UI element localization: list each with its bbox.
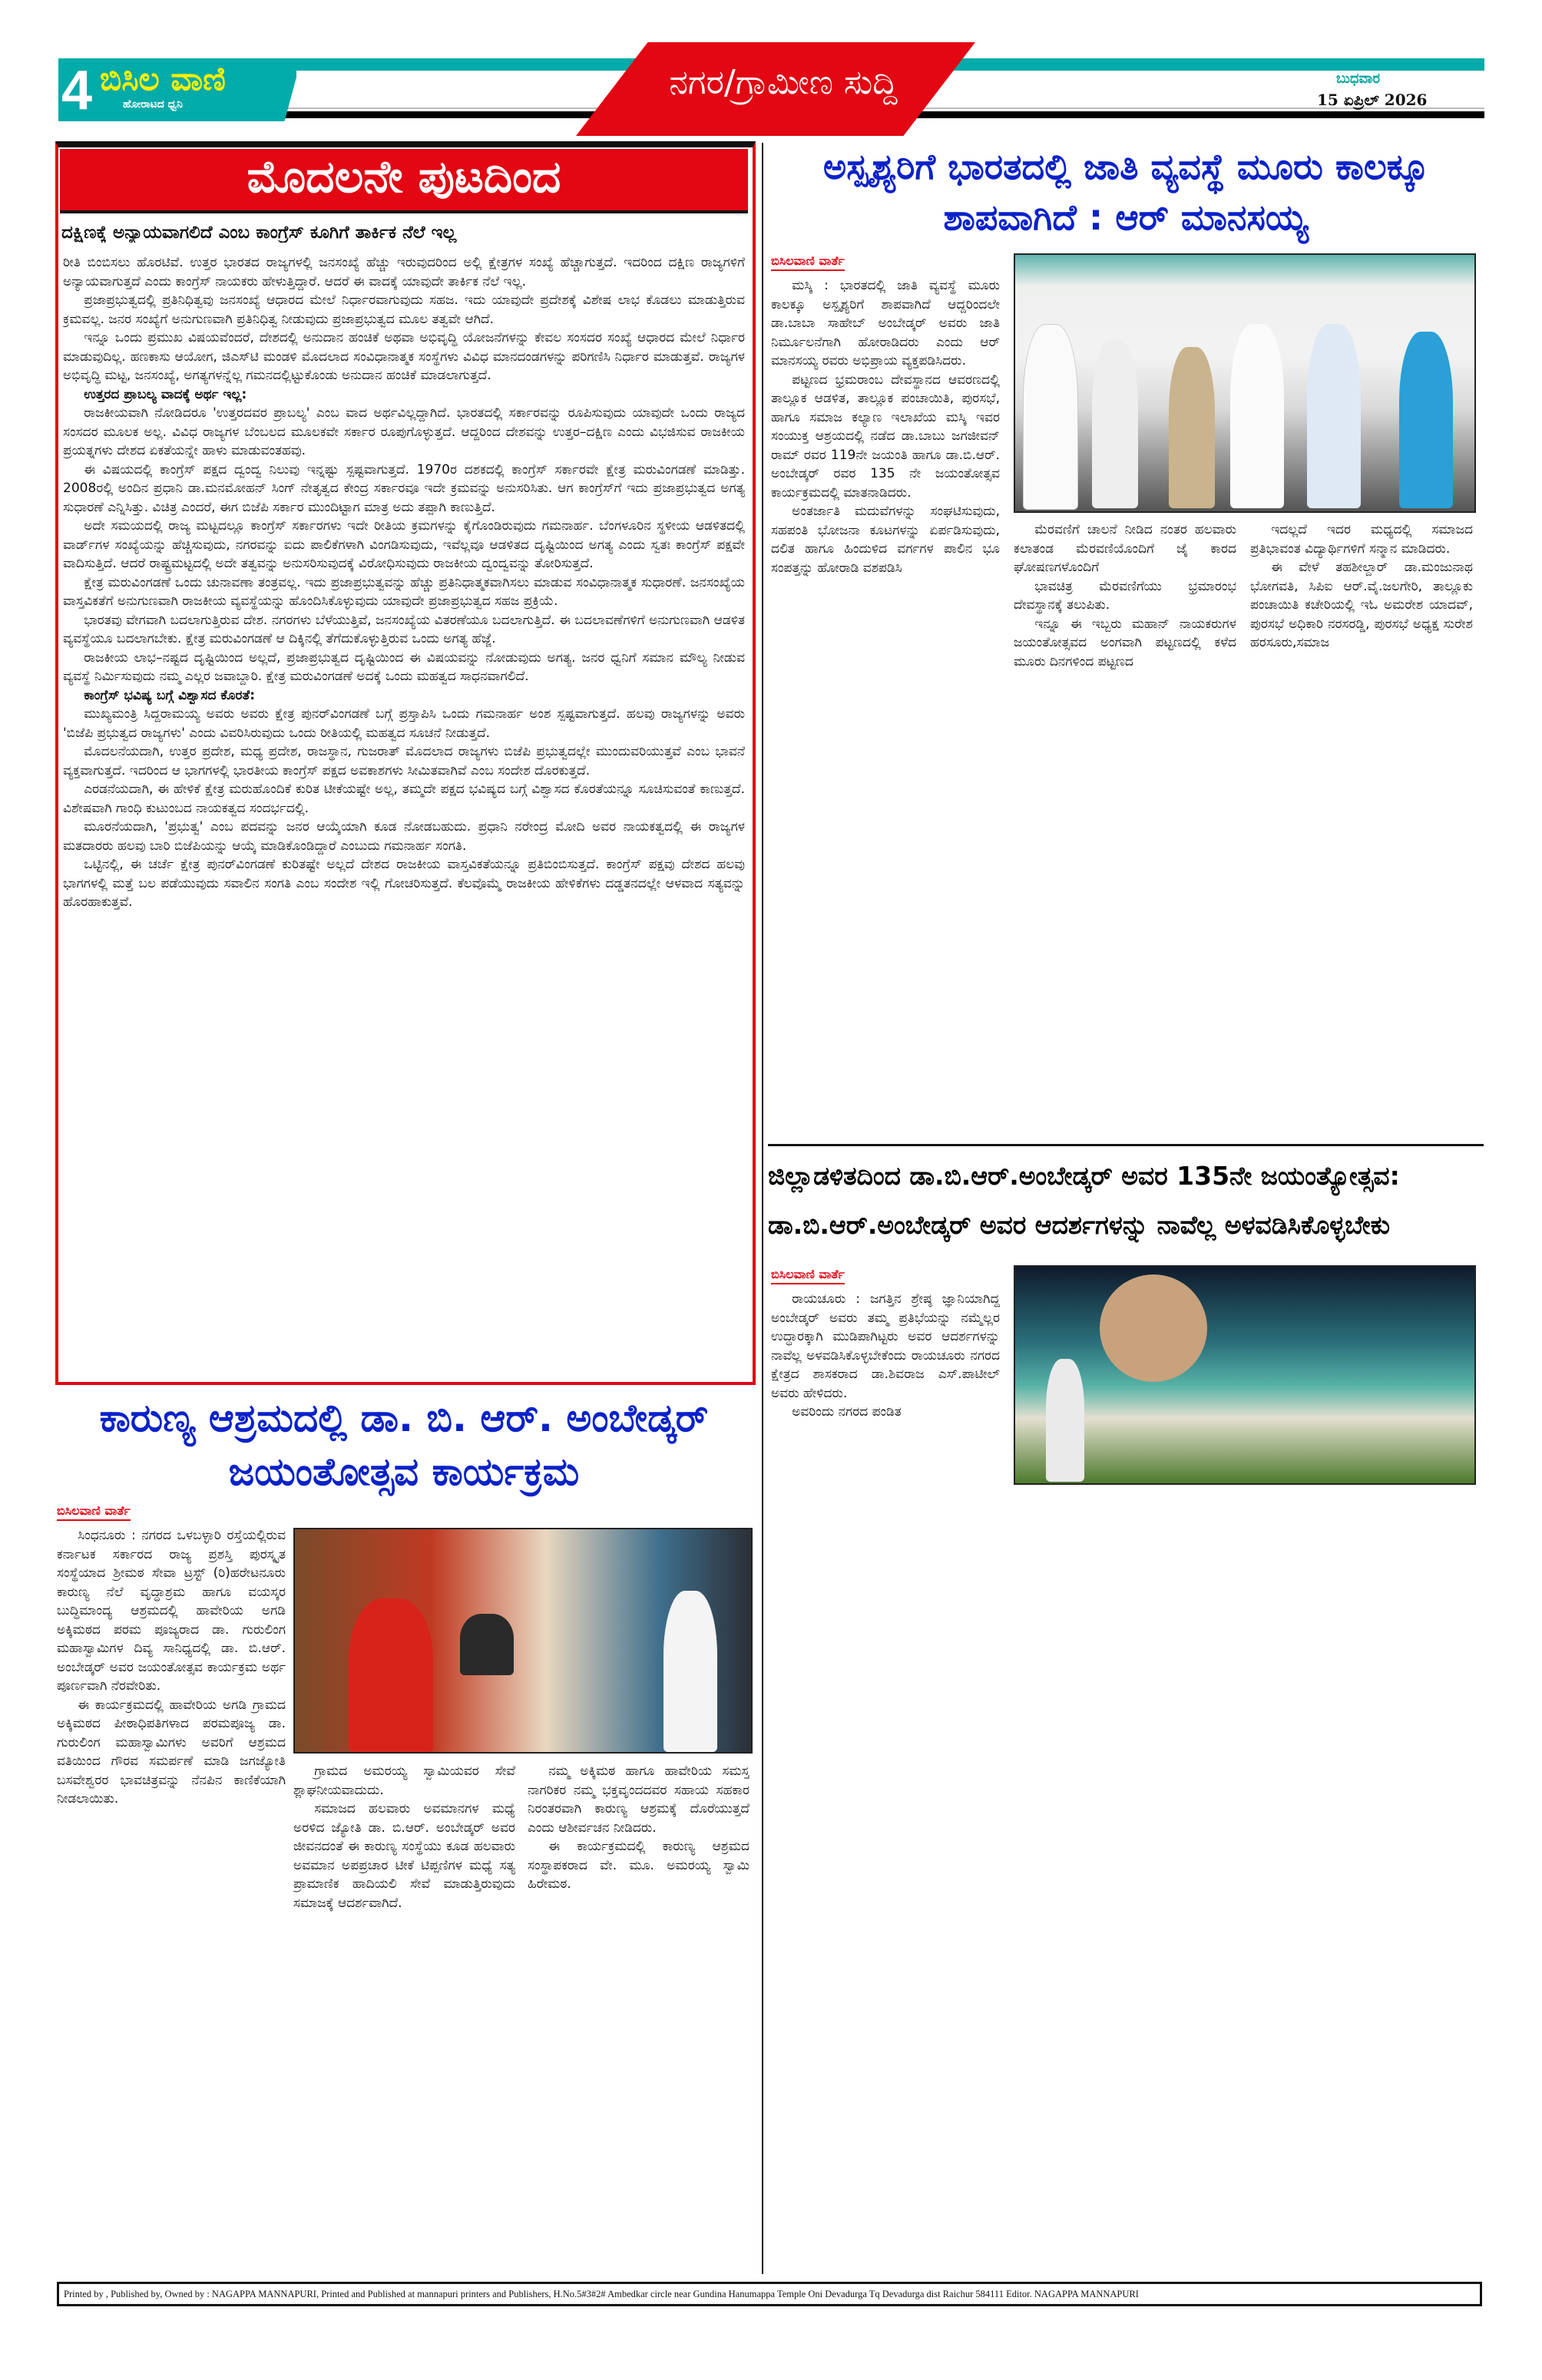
paragraph: ಭಾವಚಿತ್ರ ಮೆರವಣಿಗೆಯು ಭ್ರಮಾರಂಭ ದೇವಸ್ಥಾನಕ್ಕೆ ತಲುಪಿತು. (1014, 578, 1236, 613)
event-photo-ashram (293, 1528, 753, 1754)
article-b-body (293, 1762, 749, 2273)
photo-figure (1399, 332, 1453, 508)
article-b-lead (57, 1526, 286, 2271)
paragraph: ಅವರಿಂದು ನಗರದ ಪಂಡಿತ (792, 1404, 902, 1420)
paragraph: ಸಿಂಧನೂರು : ನಗರದ ಒಳಬಳ್ಳಾರಿ ರಸ್ತೆಯಲ್ಲಿರುವ ಕರ್ನಾಟಕ ಸರ್ಕಾರದ ರಾಜ್ಯ ಪ್ರಶಸ್ತಿ ಪುರಸ್ಕೃತ ಸಂಸ್ಥೆಯಾದ ಶ್ರೀಮಠ ಸೇವಾ ಟ್ರಸ್ಟ್ (ರಿ)ಹರೇಟನೂರು ಕಾರುಣ್ಯ ನೆಲೆ ವೃದ್ಧಾಶ್ರಮ ಹಾಗೂ ವಯಸ್ಕರ ಬುದ್ಧಿಮಾಂದ್ಯ ಆಶ್ರಮದಲ್ಲಿ ಹಾವೇರಿಯ ಅಗಡಿ ಅಕ್ಕಿಮಠದ ಪರಮ ಪೂಜ್ಯರಾದ ಡಾ. ಗುರುಲಿಂಗ ಮಹಾಸ್ವಾಮಿಗಳ ದಿವ್ಯ ಸಾನಿಧ್ಯದಲ್ಲಿ ಡಾ. ಬಿ.ಆರ್. ಅಂಬೇಡ್ಕರ್ ಅವರ ಜಯಂತೋತ್ಸವ ಕಾರ್ಯಕ್ರಮ ಅರ್ಥ ಪೂರ್ಣವಾಗಿ ನೆರವೇರಿತು. (57, 1528, 286, 1694)
paragraph: ಕ್ಷೇತ್ರ ಮರುವಿಂಗಡಣೆ ಒಂದು ಚುನಾವಣಾ ತಂತ್ರವಲ್ಲ. ಇದು ಪ್ರಜಾಪ್ರಭುತ್ವವನ್ನು ಹೆಚ್ಚು ಪ್ರತಿನಿಧಾತ್ಮಕವಾಗಿಸಲು ಮಾಡುವ ಸಂವಿಧಾನಾತ್ಮಕ ಸುಧಾರಣೆ. ಜನಸಂಖ್ಯೆಯ ವಾಸ್ತವಿಕತೆಗೆ ಅನುಗುಣವಾಗಿ ರಾಜಕೀಯ ವ್ಯವಸ್ಥೆಯನ್ನು ಹೊಂದಿಸಿಕೊಳ್ಳುವುದು ಯಾವುದೇ ಪ್ರಜಾಪ್ರಭುತ್ವದ ಸಹಜ ಪ್ರಕ್ರಿಯೆ. (63, 574, 745, 609)
photo-portrait (460, 1614, 514, 1675)
page-number: 4 (61, 60, 93, 121)
paragraph: ಎರಡನೆಯದಾಗಿ, ಈ ಹೇಳಿಕೆ ಕ್ಷೇತ್ರ ಮರುಹೊಂದಿಕೆ ಕುರಿತ ಟೀಕೆಯಷ್ಟೇ ಅಲ್ಲ, ತಮ್ಮದೇ ಪಕ್ಷದ ಭವಿಷ್ಯದ ಬಗ್ಗೆ ವಿಶ್ವಾಸದ ಕೊರತೆಯನ್ನೂ ಸೂಚಿಸುವಂತೆ ಕಾಣುತ್ತದೆ. ವಿಶೇಷವಾಗಿ ಗಾಂಧಿ ಕುಟುಂಬದ ನಾಯಕತ್ವದ ಸಂದರ್ಭದಲ್ಲಿ. (63, 782, 745, 816)
paragraph: ಮಸ್ಕಿ : ಭಾರತದಲ್ಲಿ ಜಾತಿ ವ್ಯವಸ್ಥೆ ಮೂರು ಕಾಲಕ್ಕೂ ಅಸ್ಪೃಶ್ಯರಿಗೆ ಶಾಪವಾಗಿದೆ ಆದ್ದರಿಂದಲೇ ಡಾ.ಬಾಬಾ ಸಾಹೇಬ್ ಅಂಬೇಡ್ಕರ್ ಅವರು ಜಾತಿ ನಿರ್ಮೂಲನೆಗಾಗಿ ಹೋರಾಡಿದರು ಎಂದು ಆರ್ ಮಾನಸಯ್ಯ ರವರು ಅಭಿಪ್ರಾಯ ವ್ಯಕ್ತಪಡಿಸಿದರು. (771, 278, 1000, 369)
paragraph: ಈ ಕಾರ್ಯಕ್ರಮದಲ್ಲಿ ಹಾವೇರಿಯ ಅಗಡಿ ಗ್ರಾಮದ ಅಕ್ಕಿಮಠದ ಪೀಠಾಧಿಪತಿಗಳಾದ ಪರಮಪೂಜ್ಯ ಡಾ. ಗುರುಲಿಂಗ ಮಹಾಸ್ವಾಮಿಗಳು ಅವರಿಗೆ ಆಶ್ರಮದ ವತಿಯಿಂದ ಗೌರವ ಸಮರ್ಪಣೆ ಮಾಡಿ ಜಗಜ್ಯೋತಿ ಬಸವೇಶ್ವರರ ಭಾವಚಿತ್ರವನ್ನು ನೆನಪಿನ ಕಾಣಿಕೆಯಾಗಿ ನೀಡಲಾಯಿತು. (57, 1697, 286, 1806)
article-b-byline: ಬಿಸಿಲವಾಣಿ ವಾರ್ತೆ (57, 1503, 131, 1521)
photo-speaker (1046, 1359, 1084, 1482)
article-d-byline: ಬಿಸಿಲವಾಣಿ ವಾರ್ತೆ (771, 1267, 845, 1284)
paragraph: ಭಾರತವು ವೇಗವಾಗಿ ಬದಲಾಗುತ್ತಿರುವ ದೇಶ. ನಗರಗಳು ಬೆಳೆಯುತ್ತಿವೆ, ಜನಸಂಖ್ಯೆಯ ವಿತರಣೆಯೂ ಬದಲಾಗುತ್ತಿದೆ. ಈ ಬದಲಾವಣೆಗಳಿಗೆ ಅನುಗುಣವಾಗಿ ಆಡಳಿತ ವ್ಯವಸ್ಥೆಯೂ ಬದಲಾಗಬೇಕು. ಕ್ಷೇತ್ರ ಮರುವಿಂಗಡಣೆ ಆ ದಿಕ್ಕಿನಲ್ಲಿ ತೆಗೆದುಕೊಳ್ಳುತ್ತಿರುವ ಒಂದು ಅಗತ್ಯ ಹೆಜ್ಜೆ. (63, 612, 745, 646)
paragraph: ಇನ್ನೂ ಈ ಇಬ್ಬರು ಮಹಾನ್ ನಾಯಕರುಗಳ ಜಯಂತೋತ್ಸವದ ಅಂಗವಾಗಿ ಪಟ್ಟಣದಲ್ಲಿ ಕಳೆದ ಮೂರು ದಿನಗಳಿಂದ ಪಟ್ಟಣದ (1014, 616, 1236, 669)
photo-figure-man (663, 1591, 717, 1752)
photo-figure (1169, 347, 1215, 508)
paper-tagline: ಹೋರಾಟದ ಧ್ವನಿ (123, 98, 183, 111)
paragraph: ಮೂರನೆಯದಾಗಿ, 'ಪ್ರಭುತ್ವ' ಎಂಬ ಪದವನ್ನು ಜನರ ಆಯ್ಕೆಯಾಗಿ ಕೂಡ ನೋಡಬಹುದು. ಪ್ರಧಾನಿ ನರೇಂದ್ರ ಮೋದಿ ಅವರ ನಾಯಕತ್ವದಲ್ಲಿ ಈ ರಾಜ್ಯಗಳ ಮತದಾರರು ಹಲವು ಬಾರಿ ಬಿಜೆಪಿಯನ್ನು ಆಯ್ಕೆ ಮಾಡಿಕೊಂಡಿದ್ದಾರೆ ಎಂಬುದು ಗಮನಾರ್ಹ ಸಂಗತಿ. (63, 819, 745, 854)
article-c-body (1014, 521, 1473, 1139)
paragraph: ಪಟ್ಟಣದ ಭ್ರಮರಾಂಬ ದೇವಸ್ಥಾನದ ಆವರಣದಲ್ಲಿ ತಾಲ್ಲೂಕ ಆಡಳಿತ, ತಾಲ್ಲೂಕ ಪಂಚಾಯಿತಿ, ಪುರಸಭೆ, ಹಾಗೂ ಸಮಾಜ ಕಲ್ಯಾಣ ಇಲಾಖೆಯ ಮಸ್ಕಿ ಇವರ ಸಂಯುಕ್ತ ಆಶ್ರಯದಲ್ಲಿ ನಡೆದ ಡಾ.ಬಾಬು ಜಗಜೀವನ್ ರಾಮ್ ರವರ 119ನೇ ಜಯಂತಿ ಹಾಗೂ ಡಾ.ಬಿ.ಆರ್. ಅಂಬೇಡ್ಕರ್ ರವರ 135 ನೇ ಜಯಂತೋತ್ಸವ ಕಾರ್ಯಕ್ರಮದಲ್ಲಿ ಮಾತನಾಡಿದರು. (771, 372, 1000, 501)
photo-figure (1023, 324, 1078, 510)
paragraph: ಮುಖ್ಯಮಂತ್ರಿ ಸಿದ್ದರಾಮಯ್ಯ ಅವರು ಅವರು ಕ್ಷೇತ್ರ ಪುನರ್‌ವಿಂಗಡಣೆ ಬಗ್ಗೆ ಪ್ರಸ್ತಾಪಿಸಿ ಒಂದು ಗಮನಾರ್ಹ ಅಂಶ ಸ್ಪಷ್ಟವಾಗುತ್ತದೆ. ಹಲವು ರಾಜ್ಯಗಳನ್ನು ಅವರು 'ಬಿಜೆಪಿ ಪ್ರಭುತ್ವದ ರಾಜ್ಯಗಳು' ಎಂದು ವಿವರಿಸಿರುವುದು ಒಂದು ರೀತಿಯಲ್ಲಿ ಮಹತ್ವದ ಸೂಚನೆ ನೀಡುತ್ತದೆ. (63, 706, 745, 741)
paragraph: ಸಮಾಜದ ಹಲವಾರು ಅವಮಾನಗಳ ಮಧ್ಯೆ ಅರಳಿದ ಜ್ಯೋತಿ ಡಾ. ಬಿ.ಆರ್. ಅಂಬೇಡ್ಕರ್ ಅವರ ಜೀವನದಂತೆ ಈ ಕಾರುಣ್ಯ ಸಂಸ್ಥೆಯು ಕೂಡ ಹಲವಾರು ಅವಮಾನ ಅಪಪ್ರಚಾರ ಟೀಕೆ ಟಿಪ್ಪಣಿಗಳ ಮಧ್ಯೆ ಸತ್ಯ ಪ್ರಾಮಾಣಿಕ ಹಾದಿಯಲಿ ಸೇವೆ ಮಾಡುತ್ತಿರುವುದು ಸಮಾಜಕ್ಕೆ ಆದರ್ಶವಾಗಿದೆ. (293, 1801, 515, 1911)
paragraph: ಪ್ರಜಾಪ್ರಭುತ್ವದಲ್ಲಿ ಪ್ರತಿನಿಧಿತ್ವವು ಜನಸಂಖ್ಯೆ ಆಧಾರದ ಮೇಲೆ ನಿರ್ಧಾರವಾಗುವುದು ಸಹಜ. ಇದು ಯಾವುದೇ ಪ್ರದೇಶಕ್ಕೆ ವಿಶೇಷ ಲಾಭ ಕೊಡಲು ಮಾಡುತ್ತಿರುವ ಕ್ರಮವಲ್ಲ. ಜನರ ಸಂಖ್ಯೆಗೆ ಅನುಗುಣವಾಗಿ ಪ್ರತಿನಿಧಿತ್ವ ನೀಡುವುದು ಪ್ರಜಾಪ್ರಭುತ್ವದ ಮೂಲ ತತ್ವವೇ ಆಗಿದೆ. (63, 293, 745, 327)
article-d-headline-line2: ಡಾ.ಬಿ.ಆರ್.ಅಂಬೇಡ್ಕರ್ ಅವರ ಆದರ್ಶಗಳನ್ನು ನಾವೆಲ್ಲ ಅಳವಡಿಸಿಕೊಳ್ಳಬೇಕು (768, 1210, 1390, 1240)
kicker-title: ಮೊದಲನೇ ಪುಟದಿಂದ (247, 150, 561, 203)
article-a-headline: ದಕ್ಷಿಣಕ್ಕೆ ಅನ್ಯಾಯವಾಗಲಿದೆ ಎಂಬ ಕಾಂಗ್ರೆಸ್ ಕೂಗಿಗೆ ತಾರ್ಕಿಕ ನೆಲೆ ಇಲ್ಲ (61, 223, 457, 243)
paragraph: ರಾಜಕೀಯವಾಗಿ ನೋಡಿದರೂ 'ಉತ್ತರದವರ ಪ್ರಾಬಲ್ಯ' ಎಂಬ ವಾದ ಅರ್ಥವಿಲ್ಲದ್ದಾಗಿದೆ. ಭಾರತದಲ್ಲಿ ಸರ್ಕಾರವನ್ನು ರೂಪಿಸುವುದು ಯಾವುದೇ ಒಂದು ರಾಜ್ಯದ ಸಂಸದರ ಮೂಲಕ ಅಲ್ಲ. ವಿವಿಧ ರಾಜ್ಯಗಳ ಬೆಂಬಲದ ಮೂಲಕವೇ ಸರ್ಕಾರ ರೂಪುಗೊಳ್ಳುತ್ತದೆ. ಆದ್ದರಿಂದ ದೇಶವನ್ನು ಉತ್ತರ–ದಕ್ಷಿಣ ಎಂದು ವಿಭಜಿಸುವ ರಾಜಕೀಯ ಪ್ರಯತ್ನಗಳು ದೇಶದ ಏಕತೆಯನ್ನೇ ಹಾಳು ಮಾಡುವಂತಹವು. (63, 405, 745, 458)
paragraph: ರೀತಿ ಬಿಂಬಿಸಲು ಹೊರಟಿವೆ. ಉತ್ತರ ಭಾರತದ ರಾಜ್ಯಗಳಲ್ಲಿ ಜನಸಂಖ್ಯೆ ಹೆಚ್ಚು ಇರುವುದರಿಂದ ಅಲ್ಲಿ ಕ್ಷೇತ್ರಗಳ ಸಂಖ್ಯೆ ಹೆಚ್ಚಾಗುತ್ತದೆ. ಇದರಿಂದ ದಕ್ಷಿಣ ರಾಜ್ಯಗಳಿಗೆ ಅನ್ಯಾಯವಾಗುತ್ತದೆ ಎಂದು ಕಾಂಗ್ರೆಸ್ ನಾಯಕರು ಹೇಳುತ್ತಿದ್ದಾರೆ. ಆದರೆ ಈ ವಾದಕ್ಕೆ ಯಾವುದೇ ತಾರ್ಕಿಕ ನೆಲೆ ಇಲ್ಲ. (63, 255, 745, 289)
paragraph: ರಾಜಕೀಯ ಲಾಭ–ನಷ್ಟದ ದೃಷ್ಟಿಯಿಂದ ಅಲ್ಲದೆ, ಪ್ರಜಾಪ್ರಭುತ್ವದ ದೃಷ್ಟಿಯಿಂದ ಈ ವಿಷಯವನ್ನು ನೋಡುವುದು ಅಗತ್ಯ. ಜನರ ಧ್ವನಿಗೆ ಸಮಾನ ಮೌಲ್ಯ ನೀಡುವ ವ್ಯವಸ್ಥೆ ನಿರ್ಮಿಸುವುದು ನಮ್ಮ ಎಲ್ಲರ ಜವಾಬ್ದಾರಿ. ಕ್ಷೇತ್ರ ಮರುವಿಂಗಡಣೆ ಅದಕ್ಕೆ ಒಂದು ಮಹತ್ವದ ಸಾಧನವಾಗಲಿದೆ. (63, 650, 745, 684)
photo-screen-portrait (1100, 1274, 1207, 1382)
paragraph: ಕಾಂಗ್ರೆಸ್ ಭವಿಷ್ಯ ಬಗ್ಗೆ ವಿಶ್ವಾಸದ ಕೊರತೆ: (84, 687, 255, 703)
article-d-body (1014, 1491, 1473, 2273)
photo-figure (1307, 324, 1361, 508)
weekday: ಬುಧವಾರ (1336, 71, 1380, 87)
paragraph: ಈ ಕಾರ್ಯಕ್ರಮದಲ್ಲಿ ಕಾರುಣ್ಯ ಆಶ್ರಮದ ಸಂಸ್ಥಾಪಕರಾದ ವೇ. ಮೂ. ಅಮರಯ್ಯ ಸ್ವಾಮಿ ಹಿರೇಮಠ. (528, 1839, 749, 1892)
issue-date: 15 ಏಪ್ರಿಲ್ 2026 (1317, 91, 1428, 109)
article-c-lead (771, 276, 1000, 1136)
paragraph: ಇನ್ನೂ ಒಂದು ಪ್ರಮುಖ ವಿಷಯವೆಂದರೆ, ದೇಶದಲ್ಲಿ ಅನುದಾನ ಹಂಚಿಕೆ ಅಥವಾ ಅಭಿವೃದ್ಧಿ ಯೋಜನೆಗಳನ್ನು ಕೇವಲ ಸಂಸದರ ಸಂಖ್ಯೆ ಆಧಾರದ ಮೇಲೆ ನಿರ್ಧಾರ ಮಾಡುವುದಿಲ್ಲ. ಹಣಕಾಸು ಆಯೋಗ, ಜಿಎಸ್‌ಟಿ ಮಂಡಳಿ ಮೊದಲಾದ ಸಂವಿಧಾನಾತ್ಮಕ ಸಂಸ್ಥೆಗಳು ವಿವಿಧ ಮಾನದಂಡಗಳನ್ನು ಪರಿಗಣಿಸಿ ನಿರ್ಧಾರ ಮಾಡುತ್ತವೆ. ರಾಜ್ಯಗಳ ಅಭಿವೃದ್ಧಿ ಮಟ್ಟ, ಜನಸಂಖ್ಯೆ, ಅಗತ್ಯಗಳನ್ನೆಲ್ಲ ಗಮನದಲ್ಲಿಟ್ಟುಕೊಂಡು ಅನುದಾನ ಹಂಚಿಕೆ ಮಾಡಲಾಗುತ್ತದೆ. (63, 330, 745, 383)
section-title: ನಗರ/ಗ್ರಾಮೀಣ ಸುದ್ದಿ (669, 63, 898, 102)
event-photo-ambedkar-jayanti (1014, 1265, 1476, 1485)
paragraph: ಇದಲ್ಲದೆ ಇದರ ಮಧ್ಯದಲ್ಲಿ ಸಮಾಜದ ಪ್ರತಿಭಾವಂತ ವಿದ್ಯಾರ್ಥಿಗಳಿಗೆ ಸನ್ಮಾನ ಮಾಡಿದರು. (1250, 522, 1473, 557)
photo-figure (1230, 324, 1284, 508)
paragraph: ಈ ವೇಳೆ ತಹಶೀಲ್ದಾರ್ ಡಾ.ಮಂಜುನಾಥ ಭೋಗವತಿ, ಸಿಪಿಐ ಆರ್.ವೈ.ಜಲಗೇರಿ, ತಾಲ್ಲೂಕು ಪಂಚಾಯಿತಿ ಕಚೇರಿಯಲ್ಲಿ ಇಓ ಅಮರೇಶ ಯಾದವ್, ಪುರಸಭೆ ಅಧಿಕಾರಿ ನರಸರಡ್ಡಿ, ಪುರಸಭೆ ಅಧ್ಯಕ್ಷ ಸುರೇಶ ಹರಸೂರು,ಸಮಾಜ (1250, 560, 1473, 650)
article-d-headline (768, 1152, 1484, 1250)
paragraph: ರಾಯಚೂರು : ಜಗತ್ತಿನ ಶ್ರೇಷ್ಠ ಜ್ಞಾನಿಯಾಗಿದ್ದ ಅಂಬೇಡ್ಕರ್ ಅವರು ತಮ್ಮ ಪ್ರತಿಭೆಯನ್ನು ನಮ್ಮೆಲ್ಲರ ಉದ್ಧಾರಕ್ಕಾಗಿ ಮುಡಿಪಾಗಿಟ್ಟರು ಅವರ ಆದರ್ಶಗಳನ್ನು ನಾವೆಲ್ಲ ಅಳವಡಿಸಿಕೊಳ್ಳಬೇಕೆಂದು ರಾಯಚೂರು ನಗರದ ಕ್ಷೇತ್ರದ ಶಾಸಕರಾದ ಡಾ.ಶಿವರಾಜ ಎಸ್.ಪಾಟೀಲ್ ಅವರು ಹೇಳಿದರು. (771, 1291, 1000, 1401)
imprint-footer: Printed by , Published by, Owned by : NAGAPPA MANNAPURI, Printed and Published at mannapuri printers and Publishers, H.No.5#3#2# Ambedkar circle near Gundina Hanumappa Temple Oni Devadurga Tq Devadurga dist Raichur 584111 Editor. NAGAPPA MANNAPURI (57, 2282, 1482, 2306)
article-b-headline: ಕಾರುಣ್ಯ ಆಶ್ರಮದಲ್ಲಿ ಡಾ. ಬಿ. ಆರ್. ಅಂಬೇಡ್ಕರ್ ಜಯಂತೋತ್ಸವ ಕಾರ್ಯಕ್ರಮ (99, 1396, 709, 1494)
paper-logo: ಬಿಸಿಲ ವಾಣಿ (100, 60, 226, 98)
paragraph: ಉತ್ತರದ ಪ್ರಾಬಲ್ಯ ವಾದಕ್ಕೆ ಅರ್ಥ ಇಲ್ಲ: (84, 386, 247, 402)
paragraph: ಗ್ರಾಮದ ಅಮರಯ್ಯ ಸ್ವಾಮಿಯವರ ಸೇವೆ ಶ್ಲಾಘನೀಯವಾದುದು. (293, 1764, 515, 1798)
column-rule (762, 143, 763, 2274)
paragraph: ಈ ವಿಷಯದಲ್ಲಿ ಕಾಂಗ್ರೆಸ್ ಪಕ್ಷದ ದ್ವಂದ್ವ ನಿಲುವು ಇನ್ನಷ್ಟು ಸ್ಪಷ್ಟವಾಗುತ್ತದೆ. 1970ರ ದಶಕದಲ್ಲಿ ಕಾಂಗ್ರೆಸ್ ಸರ್ಕಾರವೇ ಕ್ಷೇತ್ರ ಮರುವಿಂಗಡಣೆ ಮಾಡಿತ್ತು. 2008ರಲ್ಲಿ ಅಂದಿನ ಪ್ರಧಾನಿ ಡಾ.ಮನಮೋಹನ್ ಸಿಂಗ್ ನೇತೃತ್ವದ ಕೇಂದ್ರ ಸರ್ಕಾರವೂ ಇದೇ ಕ್ರಮವನ್ನು ಅನುಸರಿಸಿತು. ಆಗ ಕಾಂಗ್ರೆಸ್‌ಗೆ ಇದು ಪ್ರಜಾಪ್ರಭುತ್ವದ ಅಗತ್ಯ ಸುಧಾರಣೆ ಎನ್ನಿಸಿತ್ತು. ವಿಚಿತ್ರ ಎಂದರೆ, ಈಗ ಬಿಜೆಪಿ ಸರ್ಕಾರ ಮುಂದಿಟ್ಟಾಗ ಮಾತ್ರ ಅದು ತಪ್ಪಾಗಿ ಕಾಣುತ್ತಿದೆ. (63, 461, 745, 515)
article-d-headline-line1: ಜಿಲ್ಲಾಡಳಿತದಿಂದ ಡಾ.ಬಿ.ಆರ್.ಅಂಬೇಡ್ಕರ್ ಅವರ 135ನೇ ಜಯಂತ್ಯೋತ್ಸವ: (768, 1161, 1400, 1191)
paragraph: ಮೆರವಣಿಗೆ ಚಾಲನೆ ನೀಡಿದ ನಂತರ ಹಲವಾರು ಕಲಾತಂಡ ಮೆರವಣಿಯೊಂದಿಗೆ ಜೈ ಕಾರದ ಘೋಷಣಗಳೊಂದಿಗೆ (1014, 522, 1236, 575)
paragraph: ಒಟ್ಟಿನಲ್ಲಿ, ಈ ಚರ್ಚೆ ಕ್ಷೇತ್ರ ಪುನರ್‌ವಿಂಗಡಣೆ ಕುರಿತಷ್ಟೇ ಅಲ್ಲದೆ ದೇಶದ ರಾಜಕೀಯ ವಾಸ್ತವಿಕತೆಯನ್ನೂ ಪ್ರತಿಬಿಂಬಿಸುತ್ತದೆ. ಕಾಂಗ್ರೆಸ್ ಪಕ್ಷವು ದೇಶದ ಹಲವು ಭಾಗಗಳಲ್ಲಿ ಮತ್ತೆ ಬಲ ಪಡೆಯುವುದು ಸವಾಲಿನ ಸಂಗತಿ ಎಂಬ ಸಂದೇಶ ಇಲ್ಲಿ ಗೋಚರಿಸುತ್ತದೆ. ಕೆಲವೊಮ್ಮೆ ರಾಜಕೀಯ ಹೇಳಿಕೆಗಳು ದಡ್ಡತನದಲ್ಲೇ ಆಳವಾದ ಸತ್ಯವನ್ನು ಹೊರಹಾಕುತ್ತವೆ. (63, 857, 745, 910)
article-divider (768, 1144, 1484, 1146)
paragraph: ಅದೇ ಸಮಯದಲ್ಲಿ ರಾಜ್ಯ ಮಟ್ಟದಲ್ಲೂ ಕಾಂಗ್ರೆಸ್ ಸರ್ಕಾರಗಳು ಇದೇ ರೀತಿಯ ಕ್ರಮಗಳನ್ನು ಕೈಗೊಂಡಿರುವುದು ಗಮನಾರ್ಹ. ಬೆಂಗಳೂರಿನ ಸ್ಥಳೀಯ ಆಡಳಿತದಲ್ಲಿ ವಾರ್ಡ್‌ಗಳ ಸಂಖ್ಯೆಯನ್ನು ಹೆಚ್ಚಿಸುವುದು, ನಗರವನ್ನು ಐದು ಪಾಲಿಕೆಗಳಾಗಿ ವಿಂಗಡಿಸುವುದು, ಇವೆಲ್ಲವೂ ಆಡಳಿತದ ದೃಷ್ಟಿಯಿಂದ ಅಗತ್ಯ ಎಂದು ಸ್ವತಃ ಕಾಂಗ್ರೆಸ್ ಪಕ್ಷವೇ ವಾದಿಸುತ್ತಿದೆ. ಆದರೆ ರಾಷ್ಟ್ರಮಟ್ಟದಲ್ಲಿ ಅದೇ ತತ್ವವನ್ನು ಅನುಸರಿಸುವುದಕ್ಕೆ ವಿರೋಧಿಸುವುದು ರಾಜಕೀಯ ದ್ವಂದ್ವವನ್ನು ತೋರಿಸುತ್ತದೆ. (63, 518, 745, 571)
article-a-body (63, 253, 745, 1370)
article-c-headline: ಅಸ್ಪೃಶ್ಯರಿಗೆ ಭಾರತದಲ್ಲಿ ಜಾತಿ ವ್ಯವಸ್ಥೆ ಮೂರು ಕಾಲಕ್ಕೂ ಶಾಪವಾಗಿದೆ : ಆರ್ ಮಾನಸಯ್ಯ (822, 146, 1429, 238)
article-c-byline: ಬಿಸಿಲವಾಣಿ ವಾರ್ತೆ (771, 253, 845, 271)
paragraph: ನಮ್ಮ ಅಕ್ಕಿಮಠ ಹಾಗೂ ಹಾವೇರಿಯ ಸಮಸ್ತ ನಾಗರಿಕರ ನಮ್ಮ ಭಕ್ತವೃಂದದವರ ಸಹಾಯ ಸಹಕಾರ ನಿರಂತರವಾಗಿ ಕಾರುಣ್ಯ ಆಶ್ರಮಕ್ಕೆ ದೊರೆಯುತ್ತದೆ ಎಂದು ಆಶೀರ್ವಚನ ನೀಡಿದರು. (528, 1764, 749, 1836)
photo-figure (1092, 339, 1138, 508)
photo-figure-swami (349, 1598, 433, 1752)
article-d-lead (771, 1290, 1000, 2273)
paragraph: ಮೊದಲನೆಯದಾಗಿ, ಉತ್ತರ ಪ್ರದೇಶ, ಮಧ್ಯ ಪ್ರದೇಶ, ರಾಜಸ್ಥಾನ, ಗುಜರಾತ್ ಮೊದಲಾದ ರಾಜ್ಯಗಳು ಬಿಜೆಪಿ ಪ್ರಭುತ್ವದಲ್ಲೇ ಮುಂದುವರಿಯುತ್ತವೆ ಎಂಬ ಭಾವನೆ ವ್ಯಕ್ತವಾಗುತ್ತದೆ. ಇದರಿಂದ ಆ ಭಾಗಗಳಲ್ಲಿ ಭಾರತೀಯ ಕಾಂಗ್ರೆಸ್ ಪಕ್ಷದ ಅವಕಾಶಗಳು ಸೀಮಿತವಾಗಿವೆ ಎಂಬ ಸಂದೇಶ ದೊರಕುತ್ತದೆ. (63, 744, 745, 778)
event-photo-lamp-lighting (1014, 253, 1476, 513)
paragraph: ಅಂತರ್ಜಾತಿ ಮದುವೆಗಳನ್ನು ಸಂಘಟಿಸುವುದು, ಸಹಪಂತಿ ಭೋಜನಾ ಕೂಟಗಳನ್ನು ಏರ್ಪಡಿಸುವುದು, ದಲಿತ ಹಾಗೂ ಹಿಂದುಳಿದ ವರ್ಗಗಳ ಪಾಲಿನ ಭೂ ಸಂಪತ್ತನ್ನು ಹೋರಾಡಿ ವಶಪಡಿಸಿ (771, 504, 1000, 576)
